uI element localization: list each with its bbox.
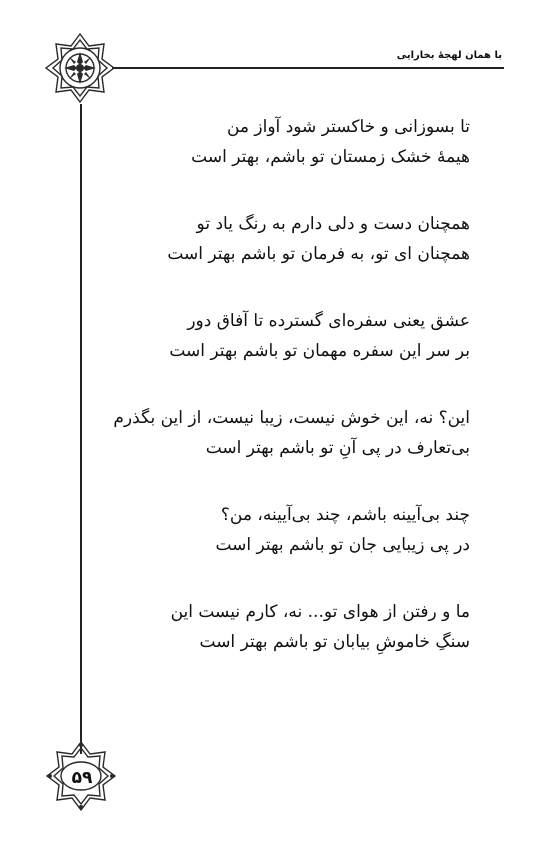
- running-title: با همان لهجهٔ بخارایی: [396, 50, 502, 61]
- verse-line: این؟ نه، این خوش نیست، زیبا نیست، از این بگذرم: [113, 408, 470, 428]
- header-rule: [112, 67, 504, 69]
- stanza: [110, 403, 470, 463]
- stanza: [110, 209, 470, 269]
- verse-line: عشق یعنی سفره‌ای گسترده تا آفاق دور: [187, 311, 470, 331]
- stanza: [110, 500, 470, 560]
- verse-line: همچنان دست و دلی دارم به رنگ یاد تو: [196, 214, 470, 234]
- verse-line: تا بسوزانی و خاکستر شود آواز من: [226, 117, 470, 137]
- verse-line: چند بی‌آیینه باشم، چند بی‌آیینه، من؟: [220, 505, 470, 525]
- verse-line: بر سر این سفره مهمان تو باشم بهتر است: [169, 341, 470, 361]
- verse-line: در پی زیبایی جان تو باشم بهتر است: [215, 535, 470, 555]
- verse-line: بی‌تعارف در پی آنِ تو باشم بهتر است: [205, 438, 470, 458]
- poem: [110, 112, 470, 694]
- stanza: [110, 306, 470, 366]
- verse-line: سنگِ خاموشِ بیابان تو باشم بهتر است: [199, 632, 470, 652]
- page-number: ۵۹: [71, 768, 93, 788]
- verse-line: هیمهٔ خشک زمستان تو باشم، بهتر است: [191, 147, 470, 167]
- stanza: [110, 597, 470, 657]
- verse-line: ما و رفتن از هوای تو... نه، کارم نیست این: [170, 602, 470, 622]
- margin-rule: [80, 104, 82, 754]
- verse-line: همچنان ای تو، به فرمان تو باشم بهتر است: [167, 244, 470, 264]
- stanza: [110, 112, 470, 172]
- rosette-ornament-icon: [44, 32, 116, 104]
